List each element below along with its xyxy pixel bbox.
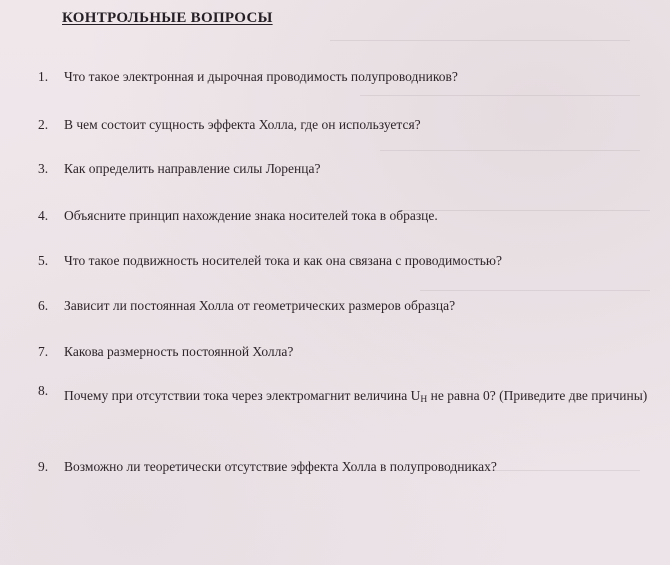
question-text: Возможно ли теоретически отсутствие эффекта Холла в полупроводниках? xyxy=(64,459,497,474)
question-number: 1. xyxy=(38,69,49,84)
show-through-line xyxy=(360,95,640,96)
question-number: 6. xyxy=(38,298,49,313)
question-text: Какова размерность постоянной Холла? xyxy=(64,344,294,359)
question-item-3 xyxy=(38,160,670,178)
question-item-7 xyxy=(38,343,670,361)
page-title: КОНТРОЛЬНЫЕ ВОПРОСЫ xyxy=(62,10,273,26)
question-item-4 xyxy=(38,207,670,225)
question-item-5 xyxy=(38,252,670,270)
question-number: 4. xyxy=(38,208,49,223)
question-item-9 xyxy=(38,458,670,476)
question-item-2 xyxy=(38,116,670,134)
question-number: 9. xyxy=(38,459,49,474)
question-text: Объясните принцип нахождение знака носителей тока в образце. xyxy=(64,208,438,223)
question-item-8 xyxy=(38,382,670,414)
question-text-part: Почему при отсутствии тока через электромагнит величина U xyxy=(64,388,421,403)
question-text-part: не равна 0? (Приведите две причины) xyxy=(427,388,648,403)
question-text: Зависит ли постоянная Холла от геометрических размеров образца? xyxy=(64,298,456,313)
question-text: В чем состоит сущность эффекта Холла, где он используется? xyxy=(64,117,421,132)
show-through-line xyxy=(420,290,650,291)
question-text: Что такое подвижность носителей тока и как она связана с проводимостью? xyxy=(64,253,503,268)
show-through-line xyxy=(380,150,640,151)
show-through-line xyxy=(330,40,630,41)
question-item-6 xyxy=(38,297,670,315)
hall-voltage-subscript: H xyxy=(420,395,428,405)
question-item-1 xyxy=(38,68,670,86)
question-number: 7. xyxy=(38,344,49,359)
question-number: 3. xyxy=(38,161,49,176)
question-number: 8. xyxy=(38,383,49,398)
question-number: 2. xyxy=(38,117,49,132)
question-text xyxy=(64,382,670,414)
question-text: Как определить направление силы Лоренца? xyxy=(64,161,321,176)
question-number: 5. xyxy=(38,253,49,268)
question-text: Что такое электронная и дырочная проводимость полупроводников? xyxy=(64,69,458,84)
